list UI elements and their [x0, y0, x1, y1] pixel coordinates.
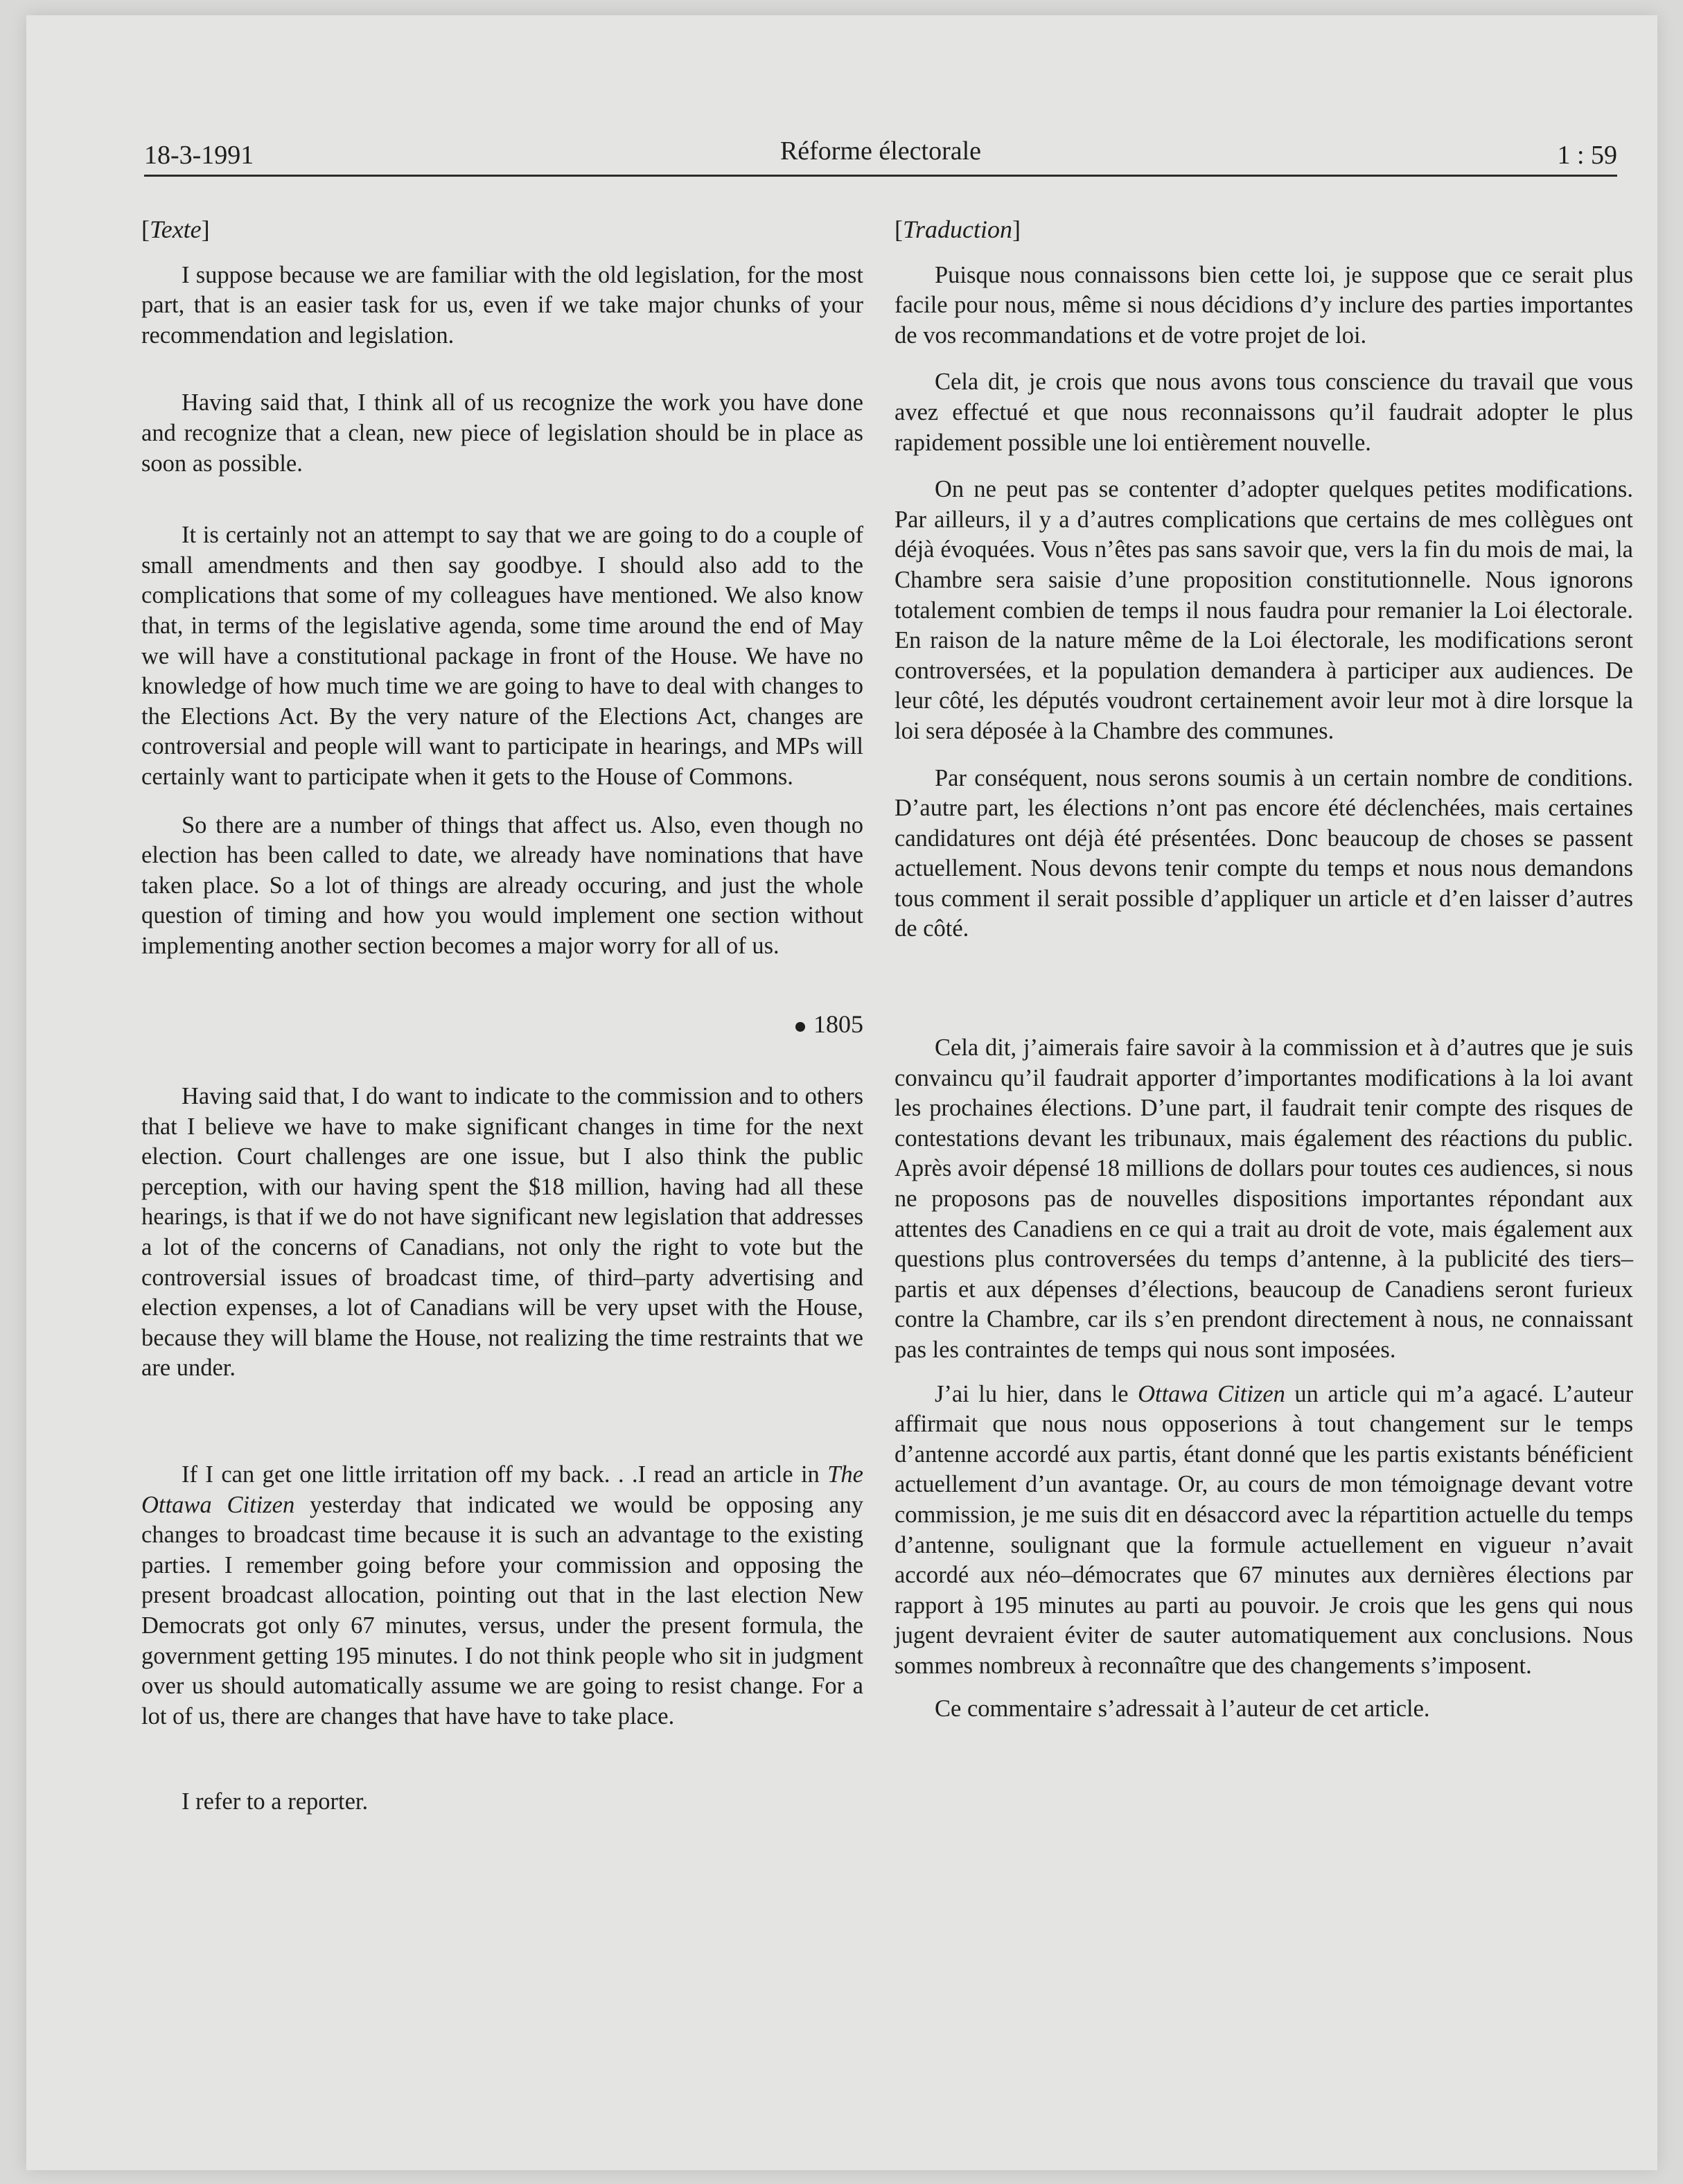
text-tag-label: Texte — [150, 215, 202, 243]
paragraph-text: un article qui m’a agacé. L’auteur affirmait que nous nous opposerions à tout changement sur le temps d’antenne accordé aux partis, étant donné que les partis existants bénéficient actuellement d’un avantage. Or, au cours de mon témoignage devant votre commission, je me suis dit en désaccord avec la répartition actuelle du temps d’antenne, soulignant que la formule actuellement en vigueur n’avait accordé aux néo–démocrates que 67 minutes aux dernières élections par rapport à 195 minutes au parti au pouvoir. Je crois que les gens qui nous jugent devraient éviter de sauter automatiquement aux conclusions. Nous sommes nombreux à reconnaître que des changements s’imposent. — [895, 1380, 1633, 1679]
newspaper-name: The Ottawa Citizen — [141, 1461, 863, 1518]
header-date: 18-3-1991 — [144, 141, 254, 170]
paragraph — [141, 1460, 863, 1732]
text-tag: [Texte] — [141, 215, 210, 243]
paragraph: I refer to a reporter. — [182, 1788, 369, 1815]
translation-tag-label: Traduction — [903, 215, 1013, 243]
paragraph: Cela dit, je crois que nous avons tous conscience du travail que vous avez effectué et que nous reconnaissons qu’il faudrait adopter le plus rapidement possible une loi entièrement nouvelle. — [895, 369, 1633, 456]
paragraph: Ce commentaire s’adressait à l’auteur de cet article. — [935, 1695, 1430, 1722]
paragraph: Cela dit, j’aimerais faire savoir à la commission et à d’autres que je suis convaincu qu’il faudrait apporter d’importantes modifications à la loi avant les prochaines élections. D’une part, il faudrait tenir compte des risques de contestations devant les tribunaux, mais également des réactions du public. Après avoir dépensé 18 millions de dollars pour toutes ces audiences, si nous ne proposons pas de nouvelles dispositions importantes répondant aux attentes des Canadiens en ce qui a trait au droit de vote, mais également aux questions plus controversées du temps d’antenne, à la publicité des tiers–partis et aux dépenses d’élections, beaucoup de Canadiens seront furieux contre la Chambre, car ils s’en prendont directement à nous, ne connaissant pas les contraintes de temps qui nous sont imposées. — [895, 1034, 1633, 1363]
translation-tag: [Traduction] — [895, 215, 1021, 243]
header-title: Réforme électorale — [779, 136, 982, 166]
paragraph: Having said that, I do want to indicate to the commission and to others that I believe we have to make significant changes in time for the next election. Court challenges are one issue, but I also think the public perception, with our having spent the $18 million, having had all these hearings, is that if we do not have significant new legislation that addresses a lot of the concerns of Canadians, not only the right to vote but the controversial issues of broadcast time, of third–party advertising and election expenses, a lot of Canadians will be very upset with the House, because they will blame the House, not realizing the time restraints that we are under. — [141, 1083, 863, 1382]
paragraph: So there are a number of things that affect us. Also, even though no election has been called to date, we already have nominations that have taken place. So a lot of things are already occuring, and just the whole question of timing and how you would implement one section without implementing another section becomes a major worry for all of us. — [141, 811, 863, 959]
paragraph-text: If I can get one little irritation off my back. . .I read an article in — [182, 1461, 828, 1488]
paragraph: Par conséquent, nous serons soumis à un certain nombre de conditions. D’autre part, les élections n’ont pas encore été déclenchées, mais certaines candidatures ont déjà été présentées. Donc beaucoup de choses se passent actuellement. Nous devons tenir compte du temps et nous nous demandons tous comment il serait possible d’appliquer un article et d’en laisser d’autres de côté. — [895, 764, 1633, 942]
paragraph: I suppose because we are familiar with the old legislation, for the most part, that is an easier task for us, even if we take major chunks of your recommendation and legislation. — [141, 261, 863, 349]
paragraph — [895, 1380, 1633, 1682]
time-marker-value: 1805 — [813, 1010, 863, 1039]
paragraph-text: yesterday that indicated we would be opposing any changes to broadcast time because it is such an advantage to the existing parties. I remember going before your commission and opposing the present broadcast allocation, pointing out that in the last election New Democrats got only 67 minutes, versus, under the present formula, the government getting 195 minutes. I do not think people who sit in judgment over us should automatically assume we are going to resist change. For a lot of us, there are changes that have have to take place. — [141, 1491, 863, 1729]
time-marker — [141, 1010, 863, 1040]
bullet-dot-icon — [795, 1022, 805, 1032]
paragraph-text: J’ai lu hier, dans le — [935, 1380, 1138, 1407]
paragraph: It is certainly not an attempt to say that we are going to do a couple of small amendments and then say goodbye. I should also add to the complications that some of my colleagues have mentioned. We also know that, in terms of the legislative agenda, some time around the end of May we will have a constitutional package in front of the House. We have no knowledge of how much time we are going to have to deal with changes to the Elections Act. By the very nature of the Elections Act, changes are controversial and people will want to participate in hearings, and MPs will certainly want to participate when it gets to the House of Commons. — [141, 522, 863, 790]
document-page — [26, 15, 1657, 2170]
page-header — [144, 132, 1617, 177]
newspaper-name: Ottawa Citizen — [1138, 1380, 1285, 1407]
paragraph: Having said that, I think all of us recognize the work you have done and recognize that a clean, new piece of legislation should be in place as soon as possible. — [141, 389, 863, 477]
header-page-number: 1 : 59 — [1557, 141, 1617, 170]
french-translation-column — [895, 215, 1633, 1724]
paragraph: On ne peut pas se contenter d’adopter quelques petites modifications. Par ailleurs, il y a d’autres complications que certains de mes collègues ont déjà évoquées. Vous n’êtes pas sans savoir que, vers la fin du mois de mai, la Chambre sera saisie d’une proposition constitutionnelle. Nous ignorons totalement combien de temps il nous faudra pour remanier la Loi électorale. En raison de la nature même de la Loi électorale, les modifications seront controversées, et la population demandera à participer aux audiences. De leur côté, les députés voudront certainement avoir leur mot à dire lorsque la loi sera déposée à la Chambre des communes. — [895, 476, 1633, 744]
paragraph: Puisque nous connaissons bien cette loi, je suppose que ce serait plus facile pour nous, même si nous décidions d’y inclure des parties importantes de vos recommandations et de votre projet de loi. — [895, 261, 1633, 349]
english-text-column — [141, 215, 863, 1817]
